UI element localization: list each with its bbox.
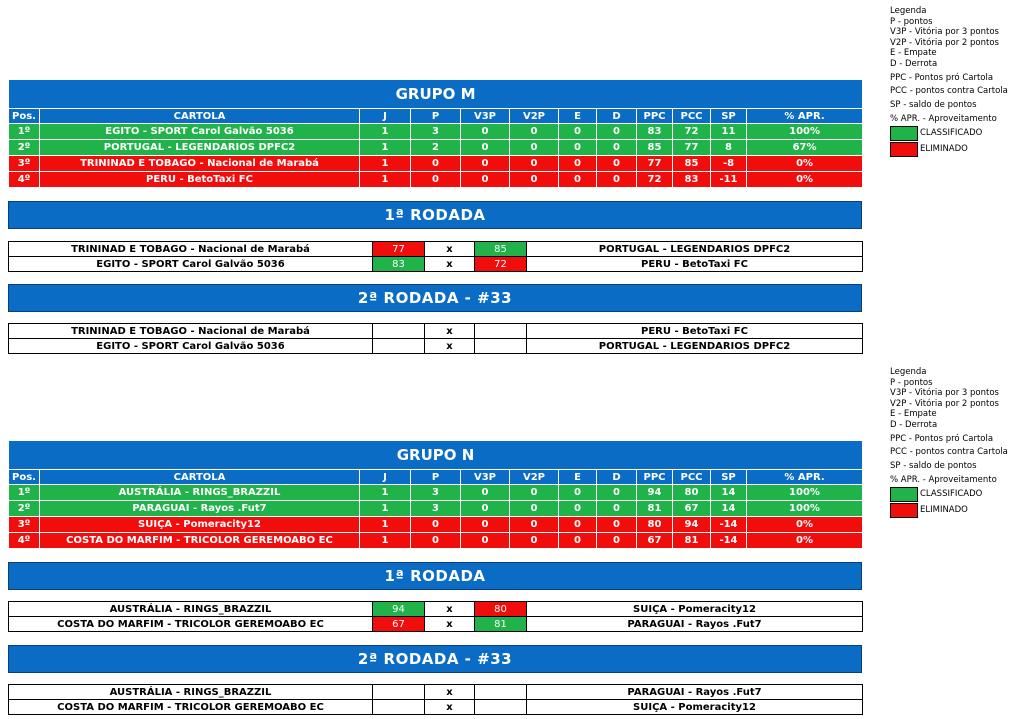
position: 1º: [9, 485, 40, 501]
legend-line: V3P - Vitória por 3 pontos: [890, 27, 999, 38]
home-team: EGITO - SPORT Carol Galvão 5036: [9, 257, 373, 272]
eliminated-label: ELIMINADO: [920, 505, 968, 516]
versus: x: [425, 324, 475, 339]
home-score: [373, 324, 425, 339]
legend-line: Legenda: [890, 6, 927, 16]
pcc: 81: [673, 533, 711, 549]
eliminated-label: ELIMINADO: [920, 144, 968, 155]
home-score: 77: [373, 242, 425, 257]
losses: 0: [597, 533, 637, 549]
col-header: V2P: [510, 470, 559, 485]
away-team: PORTUGAL - LEGENDARIOS DPFC2: [527, 339, 863, 354]
pcc: 72: [673, 124, 711, 140]
sp: -8: [711, 156, 747, 172]
home-team: AUSTRÁLIA - RINGS_BRAZZIL: [9, 685, 373, 700]
position: 3º: [9, 517, 40, 533]
col-header: % APR.: [747, 470, 863, 485]
match-row: [9, 617, 863, 632]
round-1-matches-group-n: [8, 601, 863, 632]
apr: 100%: [747, 124, 863, 140]
col-header: CARTOLA: [40, 109, 360, 124]
v2p: 0: [510, 501, 559, 517]
col-header: J: [360, 470, 411, 485]
col-header: % APR.: [747, 109, 863, 124]
col-header: P: [411, 470, 461, 485]
losses: 0: [597, 485, 637, 501]
home-team: EGITO - SPORT Carol Galvão 5036: [9, 339, 373, 354]
col-header: PPC: [637, 470, 673, 485]
sp: -14: [711, 517, 747, 533]
away-score: [475, 324, 527, 339]
v2p: 0: [510, 140, 559, 156]
round-2-matches-group-m: [8, 323, 863, 354]
table-row: [9, 140, 863, 156]
games: 1: [360, 485, 411, 501]
away-team: PARAGUAI - Rayos .Fut7: [527, 685, 863, 700]
col-header: Pos.: [9, 470, 40, 485]
col-header: SP: [711, 470, 747, 485]
match-row: [9, 700, 863, 715]
apr: 100%: [747, 485, 863, 501]
draws: 0: [559, 533, 597, 549]
col-header: V3P: [461, 470, 510, 485]
points: 0: [411, 156, 461, 172]
away-score: [475, 685, 527, 700]
losses: 0: [597, 156, 637, 172]
v3p: 0: [461, 124, 510, 140]
v2p: 0: [510, 533, 559, 549]
away-team: SUIÇA - Pomeracity12: [527, 602, 863, 617]
ppc: 72: [637, 172, 673, 188]
legend-line: % APR. - Aproveitamento: [890, 475, 997, 486]
points: 3: [411, 124, 461, 140]
table-row: [9, 517, 863, 533]
col-header: P: [411, 109, 461, 124]
home-team: COSTA DO MARFIM - TRICOLOR GEREMOABO EC: [9, 700, 373, 715]
col-header: J: [360, 109, 411, 124]
round-2-banner: 2ª RODADA - #33: [8, 284, 862, 312]
legend-line: P - pontos: [890, 16, 933, 27]
draws: 0: [559, 172, 597, 188]
legend-line: % APR. - Aproveitamento: [890, 114, 997, 125]
v3p: 0: [461, 517, 510, 533]
classified-label: CLASSIFICADO: [920, 128, 983, 139]
team-name: EGITO - SPORT Carol Galvão 5036: [40, 124, 360, 140]
away-score: 80: [475, 602, 527, 617]
pcc: 67: [673, 501, 711, 517]
eliminated-swatch: [890, 142, 918, 157]
home-score: 83: [373, 257, 425, 272]
legend-line: E - Empate: [890, 48, 937, 59]
games: 1: [360, 140, 411, 156]
sp: -11: [711, 172, 747, 188]
apr: 100%: [747, 501, 863, 517]
col-header: V2P: [510, 109, 559, 124]
col-header: Pos.: [9, 109, 40, 124]
pcc: 85: [673, 156, 711, 172]
v3p: 0: [461, 533, 510, 549]
points: 0: [411, 517, 461, 533]
legend-classified: [890, 126, 1024, 141]
legend-group-n: [890, 367, 1024, 518]
away-team: PARAGUAI - Rayos .Fut7: [527, 617, 863, 632]
apr: 0%: [747, 156, 863, 172]
round-1-banner: 1ª RODADA: [8, 562, 862, 590]
v3p: 0: [461, 172, 510, 188]
team-name: PARAGUAI - Rayos .Fut7: [40, 501, 360, 517]
team-name: AUSTRÁLIA - RINGS_BRAZZIL: [40, 485, 360, 501]
home-score: 67: [373, 617, 425, 632]
games: 1: [360, 124, 411, 140]
v2p: 0: [510, 124, 559, 140]
legend-line: PCC - pontos contra Cartola: [890, 86, 1008, 97]
table-row: [9, 501, 863, 517]
team-name: PERU - BetoTaxi FC: [40, 172, 360, 188]
away-score: 81: [475, 617, 527, 632]
apr: 0%: [747, 172, 863, 188]
team-name: PORTUGAL - LEGENDARIOS DPFC2: [40, 140, 360, 156]
losses: 0: [597, 140, 637, 156]
match-row: [9, 324, 863, 339]
group-title: GRUPO N: [9, 441, 863, 470]
points: 2: [411, 140, 461, 156]
home-team: TRININAD E TOBAGO - Nacional de Marabá: [9, 324, 373, 339]
points: 0: [411, 533, 461, 549]
match-row: [9, 685, 863, 700]
col-header: E: [559, 470, 597, 485]
sp: 11: [711, 124, 747, 140]
col-header: D: [597, 109, 637, 124]
away-score: 85: [475, 242, 527, 257]
home-team: COSTA DO MARFIM - TRICOLOR GEREMOABO EC: [9, 617, 373, 632]
games: 1: [360, 172, 411, 188]
home-team: AUSTRÁLIA - RINGS_BRAZZIL: [9, 602, 373, 617]
legend-classified: [890, 487, 1024, 502]
sp: -14: [711, 533, 747, 549]
ppc: 80: [637, 517, 673, 533]
ppc: 77: [637, 156, 673, 172]
versus: x: [425, 602, 475, 617]
team-name: SUIÇA - Pomeracity12: [40, 517, 360, 533]
classified-label: CLASSIFICADO: [920, 489, 983, 500]
legend-line: E - Empate: [890, 409, 937, 420]
col-header: PPC: [637, 109, 673, 124]
losses: 0: [597, 172, 637, 188]
draws: 0: [559, 156, 597, 172]
ppc: 81: [637, 501, 673, 517]
col-header: V3P: [461, 109, 510, 124]
legend-line: SP - saldo de pontos: [890, 460, 977, 471]
games: 1: [360, 533, 411, 549]
standings-table-group-n: [8, 440, 863, 549]
pcc: 83: [673, 172, 711, 188]
v3p: 0: [461, 140, 510, 156]
draws: 0: [559, 517, 597, 533]
losses: 0: [597, 517, 637, 533]
versus: x: [425, 617, 475, 632]
table-row: [9, 485, 863, 501]
sp: 8: [711, 140, 747, 156]
table-row: [9, 156, 863, 172]
points: 3: [411, 485, 461, 501]
legend-line: D - Derrota: [890, 58, 938, 69]
round-1-matches-group-m: [8, 241, 863, 272]
games: 1: [360, 501, 411, 517]
apr: 0%: [747, 517, 863, 533]
games: 1: [360, 156, 411, 172]
legend-eliminated: [890, 142, 1024, 157]
apr: 0%: [747, 533, 863, 549]
table-row: [9, 124, 863, 140]
points: 3: [411, 501, 461, 517]
pcc: 94: [673, 517, 711, 533]
pcc: 80: [673, 485, 711, 501]
sp: 14: [711, 501, 747, 517]
away-team: SUIÇA - Pomeracity12: [527, 700, 863, 715]
col-header: PCC: [673, 109, 711, 124]
legend-line: D - Derrota: [890, 419, 938, 430]
away-score: 72: [475, 257, 527, 272]
group-title: GRUPO M: [9, 80, 863, 109]
classified-swatch: [890, 487, 918, 502]
v3p: 0: [461, 485, 510, 501]
losses: 0: [597, 124, 637, 140]
ppc: 67: [637, 533, 673, 549]
standings-table-group-m: [8, 79, 863, 188]
col-header: PCC: [673, 470, 711, 485]
points: 0: [411, 172, 461, 188]
match-row: [9, 339, 863, 354]
versus: x: [425, 242, 475, 257]
v2p: 0: [510, 517, 559, 533]
draws: 0: [559, 140, 597, 156]
match-row: [9, 242, 863, 257]
round-2-banner: 2ª RODADA - #33: [8, 645, 862, 673]
legend-line: SP - saldo de pontos: [890, 99, 977, 110]
v3p: 0: [461, 501, 510, 517]
legend-line: V2P - Vitória por 2 pontos: [890, 37, 999, 48]
versus: x: [425, 339, 475, 354]
draws: 0: [559, 124, 597, 140]
apr: 67%: [747, 140, 863, 156]
legend-line: PPC - Pontos pró Cartola: [890, 433, 994, 444]
home-score: 94: [373, 602, 425, 617]
round-1-banner: 1ª RODADA: [8, 201, 862, 229]
versus: x: [425, 700, 475, 715]
ppc: 85: [637, 140, 673, 156]
home-score: [373, 685, 425, 700]
draws: 0: [559, 501, 597, 517]
table-row: [9, 172, 863, 188]
position: 3º: [9, 156, 40, 172]
losses: 0: [597, 501, 637, 517]
position: 2º: [9, 140, 40, 156]
match-row: [9, 257, 863, 272]
legend-line: V2P - Vitória por 2 pontos: [890, 398, 999, 409]
round-2-matches-group-n: [8, 684, 863, 715]
away-score: [475, 700, 527, 715]
legend-line: PCC - pontos contra Cartola: [890, 447, 1008, 458]
position: 2º: [9, 501, 40, 517]
legend-group-m: [890, 6, 1024, 157]
v2p: 0: [510, 156, 559, 172]
col-header: E: [559, 109, 597, 124]
pcc: 77: [673, 140, 711, 156]
team-name: TRININAD E TOBAGO - Nacional de Marabá: [40, 156, 360, 172]
ppc: 94: [637, 485, 673, 501]
legend-line: Legenda: [890, 367, 927, 377]
match-row: [9, 602, 863, 617]
games: 1: [360, 517, 411, 533]
versus: x: [425, 257, 475, 272]
col-header: SP: [711, 109, 747, 124]
legend-line: V3P - Vitória por 3 pontos: [890, 388, 999, 399]
away-team: PORTUGAL - LEGENDARIOS DPFC2: [527, 242, 863, 257]
home-score: [373, 339, 425, 354]
away-team: PERU - BetoTaxi FC: [527, 324, 863, 339]
eliminated-swatch: [890, 503, 918, 518]
col-header: CARTOLA: [40, 470, 360, 485]
v2p: 0: [510, 172, 559, 188]
position: 4º: [9, 533, 40, 549]
col-header: D: [597, 470, 637, 485]
table-row: [9, 533, 863, 549]
sp: 14: [711, 485, 747, 501]
v2p: 0: [510, 485, 559, 501]
versus: x: [425, 685, 475, 700]
draws: 0: [559, 485, 597, 501]
ppc: 83: [637, 124, 673, 140]
position: 1º: [9, 124, 40, 140]
classified-swatch: [890, 126, 918, 141]
away-team: PERU - BetoTaxi FC: [527, 257, 863, 272]
legend-line: PPC - Pontos pró Cartola: [890, 72, 994, 83]
away-score: [475, 339, 527, 354]
team-name: COSTA DO MARFIM - TRICOLOR GEREMOABO EC: [40, 533, 360, 549]
home-team: TRININAD E TOBAGO - Nacional de Marabá: [9, 242, 373, 257]
position: 4º: [9, 172, 40, 188]
v3p: 0: [461, 156, 510, 172]
legend-line: P - pontos: [890, 377, 933, 388]
home-score: [373, 700, 425, 715]
legend-eliminated: [890, 503, 1024, 518]
